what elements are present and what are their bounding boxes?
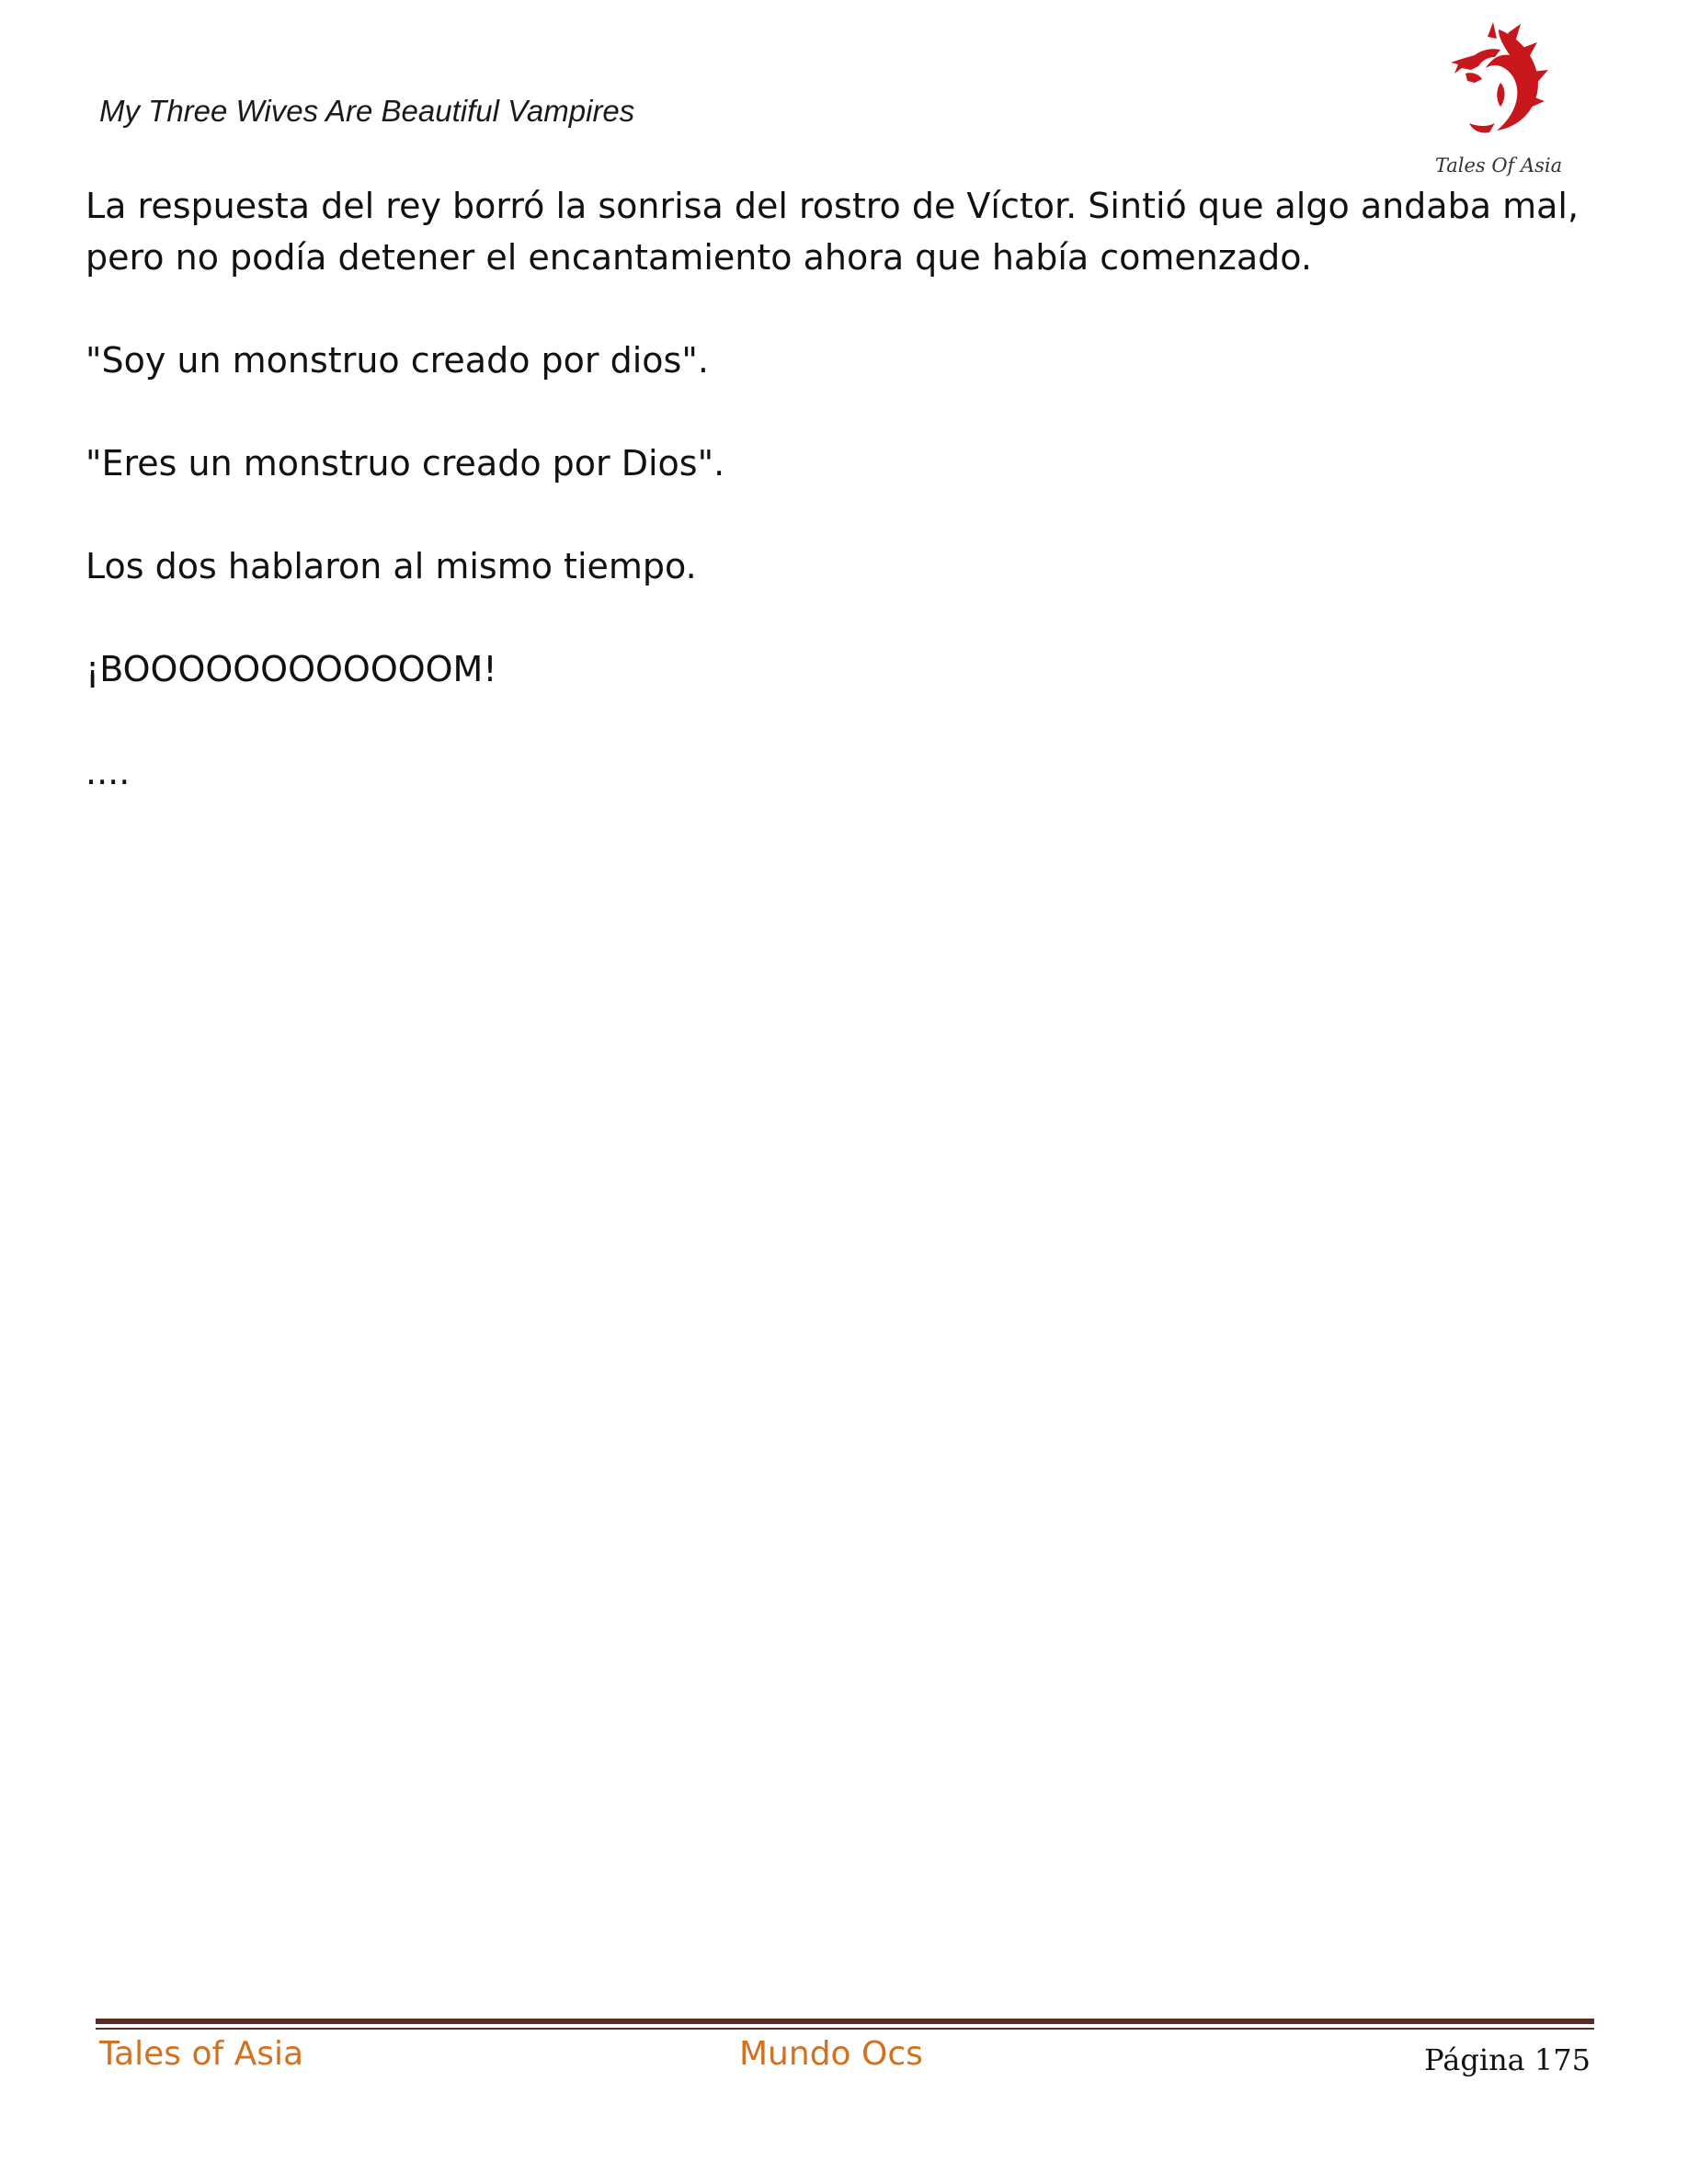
paragraph: La respuesta del rey borró la sonrisa del rostro de Víctor. Sintió que algo andaba mal, pero no podía detener el encantamiento ahora que había comenzado. [86, 186, 1591, 278]
chapter-text [86, 180, 1602, 849]
tales-of-asia-logo [1434, 18, 1563, 184]
paragraph: ¡BOOOOOOOOOOOOM! [86, 649, 497, 689]
running-header-title: My Three Wives Are Beautiful Vampires [99, 94, 635, 128]
paragraph: "Eres un monstruo creado por Dios". [86, 443, 725, 483]
footer-rule-thin [96, 2028, 1594, 2030]
logo-text: Tales Of Asia [1434, 154, 1563, 176]
footer-translator: Mundo Ocs [739, 2035, 923, 2073]
footer-publisher: Tales of Asia [99, 2035, 304, 2073]
page-number: Página 175 [1424, 2042, 1591, 2077]
paragraph: .... [86, 752, 131, 792]
dragon-logo-icon [1434, 18, 1563, 156]
paragraph: "Soy un monstruo creado por dios". [86, 340, 709, 381]
paragraph: Los dos hablaron al mismo tiempo. [86, 546, 697, 586]
footer-rule [96, 2019, 1594, 2024]
